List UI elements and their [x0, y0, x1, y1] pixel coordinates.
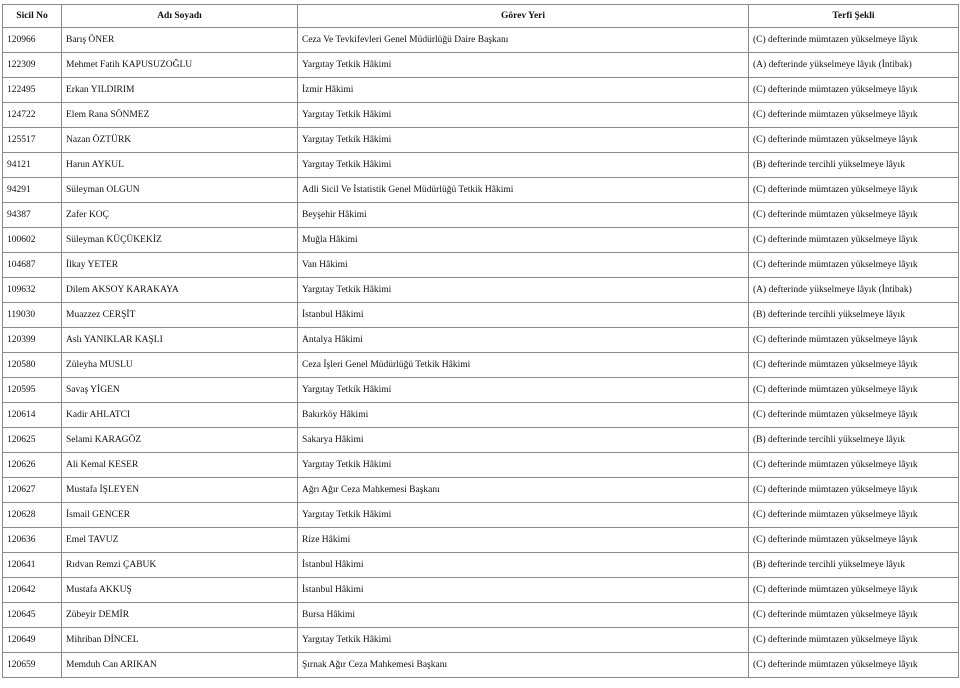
cell-sicil-no: 120966 [3, 28, 62, 53]
cell-gorev-yeri: Yargıtay Tetkik Hâkimi [298, 628, 749, 653]
cell-terfi-sekli: (C) defterinde mümtazen yükselmeye lâyık [749, 628, 959, 653]
cell-terfi-sekli: (C) defterinde mümtazen yükselmeye lâyık [749, 178, 959, 203]
cell-terfi-sekli: (C) defterinde mümtazen yükselmeye lâyık [749, 103, 959, 128]
table-row [3, 428, 959, 453]
table-body [3, 28, 959, 678]
cell-sicil-no: 120628 [3, 503, 62, 528]
cell-terfi-sekli: (A) defterinde yükselmeye lâyık (İntibak) [749, 278, 959, 303]
cell-adi-soyadi: Dilem AKSOY KARAKAYA [62, 278, 298, 303]
table-row [3, 253, 959, 278]
cell-adi-soyadi: Zübeyir DEMİR [62, 603, 298, 628]
table-row [3, 628, 959, 653]
cell-sicil-no: 94121 [3, 153, 62, 178]
table-row [3, 603, 959, 628]
cell-adi-soyadi: Harun AYKUL [62, 153, 298, 178]
table-row [3, 128, 959, 153]
cell-adi-soyadi: Mustafa İŞLEYEN [62, 478, 298, 503]
cell-adi-soyadi: Savaş YİGEN [62, 378, 298, 403]
cell-gorev-yeri: Adli Sicil Ve İstatistik Genel Müdürlüğü Tetkik Hâkimi [298, 178, 749, 203]
cell-terfi-sekli: (C) defterinde mümtazen yükselmeye lâyık [749, 603, 959, 628]
cell-terfi-sekli: (C) defterinde mümtazen yükselmeye lâyık [749, 578, 959, 603]
table-row [3, 53, 959, 78]
cell-gorev-yeri: Bakırköy Hâkimi [298, 403, 749, 428]
cell-terfi-sekli: (B) defterinde tercihli yükselmeye lâyık [749, 153, 959, 178]
table-row [3, 203, 959, 228]
cell-sicil-no: 120580 [3, 353, 62, 378]
header-gorev-yeri: Görev Yeri [298, 5, 749, 28]
cell-adi-soyadi: Mehmet Fatih KAPUSUZOĞLU [62, 53, 298, 78]
cell-gorev-yeri: Antalya Hâkimi [298, 328, 749, 353]
cell-gorev-yeri: İstanbul Hâkimi [298, 578, 749, 603]
cell-gorev-yeri: Yargıtay Tetkik Hâkimi [298, 53, 749, 78]
cell-adi-soyadi: Zafer KOÇ [62, 203, 298, 228]
cell-terfi-sekli: (B) defterinde tercihli yükselmeye lâyık [749, 428, 959, 453]
cell-gorev-yeri: Beyşehir Hâkimi [298, 203, 749, 228]
table-row [3, 103, 959, 128]
table-row [3, 553, 959, 578]
cell-gorev-yeri: Muğla Hâkimi [298, 228, 749, 253]
cell-sicil-no: 120595 [3, 378, 62, 403]
cell-adi-soyadi: Barış ÖNER [62, 28, 298, 53]
cell-gorev-yeri: Yargıtay Tetkik Hâkimi [298, 453, 749, 478]
cell-terfi-sekli: (C) defterinde mümtazen yükselmeye lâyık [749, 403, 959, 428]
cell-adi-soyadi: Rıdvan Remzi ÇABUK [62, 553, 298, 578]
cell-sicil-no: 120636 [3, 528, 62, 553]
table-row [3, 303, 959, 328]
cell-terfi-sekli: (C) defterinde mümtazen yükselmeye lâyık [749, 528, 959, 553]
cell-gorev-yeri: Yargıtay Tetkik Hâkimi [298, 103, 749, 128]
table-row [3, 378, 959, 403]
table-row [3, 353, 959, 378]
table-row [3, 403, 959, 428]
cell-terfi-sekli: (C) defterinde mümtazen yükselmeye lâyık [749, 653, 959, 678]
cell-gorev-yeri: Yargıtay Tetkik Hâkimi [298, 503, 749, 528]
cell-sicil-no: 124722 [3, 103, 62, 128]
cell-gorev-yeri: Van Hâkimi [298, 253, 749, 278]
cell-adi-soyadi: Muazzez CERŞİT [62, 303, 298, 328]
cell-sicil-no: 122495 [3, 78, 62, 103]
cell-adi-soyadi: Memduh Can ARIKAN [62, 653, 298, 678]
cell-terfi-sekli: (B) defterinde tercihli yükselmeye lâyık [749, 553, 959, 578]
cell-terfi-sekli: (C) defterinde mümtazen yükselmeye lâyık [749, 328, 959, 353]
cell-adi-soyadi: Emel TAVUZ [62, 528, 298, 553]
cell-sicil-no: 109632 [3, 278, 62, 303]
cell-sicil-no: 119030 [3, 303, 62, 328]
table-row [3, 528, 959, 553]
header-adi-soyadi: Adı Soyadı [62, 5, 298, 28]
table-row [3, 328, 959, 353]
cell-gorev-yeri: Yargıtay Tetkik Hâkimi [298, 153, 749, 178]
cell-sicil-no: 94387 [3, 203, 62, 228]
cell-gorev-yeri: Bursa Hâkimi [298, 603, 749, 628]
cell-adi-soyadi: Kadir AHLATCI [62, 403, 298, 428]
cell-adi-soyadi: Züleyha MUSLU [62, 353, 298, 378]
table-row [3, 178, 959, 203]
cell-sicil-no: 94291 [3, 178, 62, 203]
table-row [3, 578, 959, 603]
table-row [3, 503, 959, 528]
cell-gorev-yeri: İstanbul Hâkimi [298, 303, 749, 328]
cell-terfi-sekli: (A) defterinde yükselmeye lâyık (İntibak) [749, 53, 959, 78]
cell-terfi-sekli: (C) defterinde mümtazen yükselmeye lâyık [749, 203, 959, 228]
table-row [3, 78, 959, 103]
table-row [3, 153, 959, 178]
cell-terfi-sekli: (C) defterinde mümtazen yükselmeye lâyık [749, 253, 959, 278]
cell-sicil-no: 100602 [3, 228, 62, 253]
cell-gorev-yeri: Ceza Ve Tevkifevleri Genel Müdürlüğü Daire Başkanı [298, 28, 749, 53]
table-row [3, 28, 959, 53]
cell-gorev-yeri: Ağrı Ağır Ceza Mahkemesi Başkanı [298, 478, 749, 503]
cell-terfi-sekli: (B) defterinde tercihli yükselmeye lâyık [749, 303, 959, 328]
cell-gorev-yeri: Yargıtay Tetkik Hâkimi [298, 378, 749, 403]
promotion-table [2, 4, 959, 678]
header-sicil-no: Sicil No [3, 5, 62, 28]
cell-adi-soyadi: Mihriban DİNCEL [62, 628, 298, 653]
header-terfi-sekli: Terfi Şekli [749, 5, 959, 28]
cell-terfi-sekli: (C) defterinde mümtazen yükselmeye lâyık [749, 78, 959, 103]
header-row [3, 5, 959, 28]
cell-sicil-no: 122309 [3, 53, 62, 78]
cell-terfi-sekli: (C) defterinde mümtazen yükselmeye lâyık [749, 378, 959, 403]
cell-adi-soyadi: İsmail GENCER [62, 503, 298, 528]
cell-sicil-no: 120649 [3, 628, 62, 653]
cell-gorev-yeri: Sakarya Hâkimi [298, 428, 749, 453]
cell-gorev-yeri: İzmir Hâkimi [298, 78, 749, 103]
cell-sicil-no: 120641 [3, 553, 62, 578]
cell-sicil-no: 120642 [3, 578, 62, 603]
table-row [3, 228, 959, 253]
table-row [3, 453, 959, 478]
cell-adi-soyadi: Ali Kemal KESER [62, 453, 298, 478]
cell-terfi-sekli: (C) defterinde mümtazen yükselmeye lâyık [749, 503, 959, 528]
table-row [3, 653, 959, 678]
cell-gorev-yeri: İstanbul Hâkimi [298, 553, 749, 578]
cell-sicil-no: 120625 [3, 428, 62, 453]
cell-adi-soyadi: Süleyman OLGUN [62, 178, 298, 203]
cell-sicil-no: 125517 [3, 128, 62, 153]
cell-adi-soyadi: Aslı YANIKLAR KAŞLI [62, 328, 298, 353]
cell-terfi-sekli: (C) defterinde mümtazen yükselmeye lâyık [749, 228, 959, 253]
cell-sicil-no: 120627 [3, 478, 62, 503]
cell-adi-soyadi: Nazan ÖZTÜRK [62, 128, 298, 153]
cell-gorev-yeri: Yargıtay Tetkik Hâkimi [298, 128, 749, 153]
cell-sicil-no: 104687 [3, 253, 62, 278]
cell-adi-soyadi: İlkay YETER [62, 253, 298, 278]
cell-sicil-no: 120614 [3, 403, 62, 428]
table-row [3, 478, 959, 503]
cell-adi-soyadi: Elem Rana SÖNMEZ [62, 103, 298, 128]
cell-gorev-yeri: Rize Hâkimi [298, 528, 749, 553]
cell-terfi-sekli: (C) defterinde mümtazen yükselmeye lâyık [749, 128, 959, 153]
cell-terfi-sekli: (C) defterinde mümtazen yükselmeye lâyık [749, 453, 959, 478]
table-row [3, 278, 959, 303]
cell-terfi-sekli: (C) defterinde mümtazen yükselmeye lâyık [749, 353, 959, 378]
cell-terfi-sekli: (C) defterinde mümtazen yükselmeye lâyık [749, 478, 959, 503]
cell-gorev-yeri: Şırnak Ağır Ceza Mahkemesi Başkanı [298, 653, 749, 678]
cell-sicil-no: 120626 [3, 453, 62, 478]
cell-gorev-yeri: Ceza İşleri Genel Müdürlüğü Tetkik Hâkimi [298, 353, 749, 378]
cell-gorev-yeri: Yargıtay Tetkik Hâkimi [298, 278, 749, 303]
cell-sicil-no: 120659 [3, 653, 62, 678]
cell-adi-soyadi: Mustafa AKKUŞ [62, 578, 298, 603]
cell-adi-soyadi: Süleyman KÜÇÜKEKİZ [62, 228, 298, 253]
cell-adi-soyadi: Erkan YILDIRIM [62, 78, 298, 103]
cell-adi-soyadi: Selami KARAGÖZ [62, 428, 298, 453]
cell-sicil-no: 120399 [3, 328, 62, 353]
cell-sicil-no: 120645 [3, 603, 62, 628]
cell-terfi-sekli: (C) defterinde mümtazen yükselmeye lâyık [749, 28, 959, 53]
